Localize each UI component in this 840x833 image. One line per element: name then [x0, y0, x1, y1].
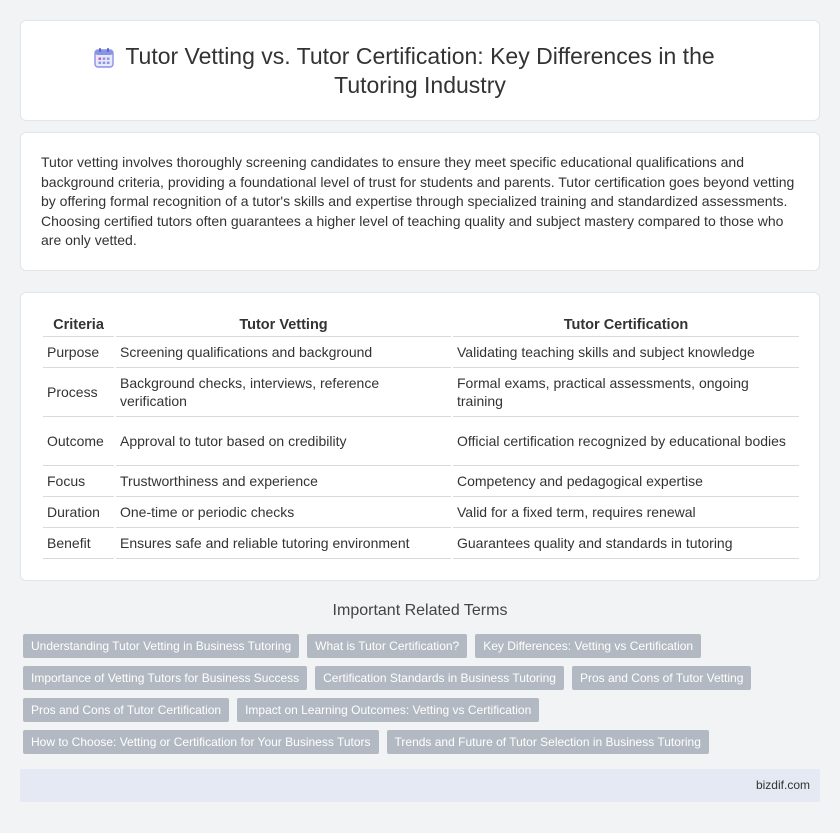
header-tutor-certification: Tutor Certification: [452, 317, 799, 336]
row-vetting: Ensures safe and reliable tutoring environment: [115, 527, 452, 558]
related-term-link[interactable]: Pros and Cons of Tutor Vetting: [572, 666, 751, 690]
row-vetting: Approval to tutor based on credibility: [115, 416, 452, 465]
row-vetting: Background checks, interviews, reference verification: [115, 367, 452, 416]
header-tutor-vetting: Tutor Vetting: [115, 317, 452, 336]
row-certification: Competency and pedagogical expertise: [452, 465, 799, 496]
related-terms-heading: Important Related Terms: [332, 602, 508, 619]
intro-paragraph: Tutor vetting involves thoroughly screening candidates to ensure they meet specific educational qualifications and background criteria, providing a foundational level of trust for students and parents. Tutor certification goes beyond vetting by offering formal recognition of a tutor's skills and expertise through specialized training and standardized assessments. Choosing certified tutors often guarantees a higher level of teaching quality and subject mastery compared to those who are only vetted.: [41, 154, 795, 248]
row-criteria: Process: [43, 367, 115, 416]
row-certification: Official certification recognized by educational bodies: [452, 416, 799, 465]
related-term-link[interactable]: What is Tutor Certification?: [307, 634, 467, 658]
related-terms-list: [23, 634, 823, 762]
header-criteria: Criteria: [43, 317, 115, 336]
page-title: Tutor Vetting vs. Tutor Certification: Key Differences in the Tutoring Industry: [125, 42, 715, 98]
related-term-link[interactable]: Certification Standards in Business Tutoring: [315, 666, 564, 690]
table-row: [43, 336, 799, 367]
row-vetting: One-time or periodic checks: [115, 496, 452, 527]
title-card: [20, 20, 820, 121]
related-term-link[interactable]: Key Differences: Vetting vs Certification: [475, 634, 701, 658]
row-criteria: Benefit: [43, 527, 115, 558]
related-term-link[interactable]: Trends and Future of Tutor Selection in Business Tutoring: [387, 730, 709, 754]
related-term-link[interactable]: Impact on Learning Outcomes: Vetting vs Certification: [237, 698, 539, 722]
related-term-link[interactable]: Importance of Vetting Tutors for Business Success: [23, 666, 307, 690]
related-term-link[interactable]: How to Choose: Vetting or Certification for Your Business Tutors: [23, 730, 379, 754]
table-row: [43, 416, 799, 465]
table-header-row: [43, 317, 799, 336]
row-certification: Valid for a fixed term, requires renewal: [452, 496, 799, 527]
row-certification: Validating teaching skills and subject knowledge: [452, 336, 799, 367]
footer-site-link[interactable]: bizdif.com: [755, 778, 810, 792]
tag-row: [23, 730, 823, 754]
row-certification: Formal exams, practical assessments, ongoing training: [452, 367, 799, 416]
row-criteria: Purpose: [43, 336, 115, 367]
tag-row: [23, 666, 823, 690]
comparison-table-card: [20, 292, 820, 581]
related-term-link[interactable]: Pros and Cons of Tutor Certification: [23, 698, 229, 722]
row-criteria: Focus: [43, 465, 115, 496]
row-vetting: Trustworthiness and experience: [115, 465, 452, 496]
row-certification: Guarantees quality and standards in tutoring: [452, 527, 799, 558]
row-criteria: Outcome: [43, 416, 115, 465]
related-term-link[interactable]: Understanding Tutor Vetting in Business Tutoring: [23, 634, 299, 658]
table-row: [43, 465, 799, 496]
table-row: [43, 496, 799, 527]
table-row: [43, 367, 799, 416]
comparison-table: [43, 317, 799, 559]
tag-row: [23, 698, 823, 722]
table-row: [43, 527, 799, 558]
intro-card: [20, 132, 820, 271]
footer: [20, 769, 820, 802]
tag-row: [23, 634, 823, 658]
row-criteria: Duration: [43, 496, 115, 527]
row-vetting: Screening qualifications and background: [115, 336, 452, 367]
